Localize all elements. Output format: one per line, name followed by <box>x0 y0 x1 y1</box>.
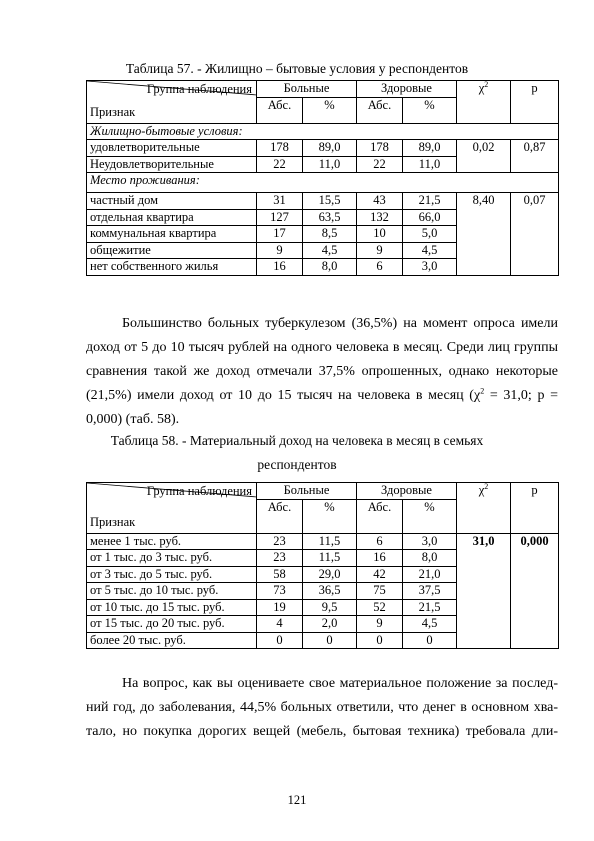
text-line: 0,000) (таб. 58). <box>86 412 180 427</box>
cell: 89,0 <box>403 140 457 157</box>
abs-header: Абс. <box>257 499 303 533</box>
table-row <box>87 193 559 210</box>
feature-label: Признак <box>90 515 136 529</box>
cell: 0 <box>303 632 357 649</box>
row-label: более 20 тыс. руб. <box>87 632 257 649</box>
p-value: 0,000 <box>511 533 559 649</box>
cell: 22 <box>357 156 403 173</box>
sick-header: Больные <box>257 483 357 500</box>
row-label: от 3 тыс. до 5 тыс. руб. <box>87 566 257 583</box>
cell: 178 <box>357 140 403 157</box>
group-label: Группа наблюдения <box>146 484 252 498</box>
cell: 15,5 <box>303 193 357 210</box>
paragraph-1 <box>86 312 558 432</box>
page-number: 121 <box>287 793 307 807</box>
cell: 127 <box>257 209 303 226</box>
cell: 6 <box>357 533 403 550</box>
cell: 19 <box>257 599 303 616</box>
pct-header: % <box>403 97 457 123</box>
cell: 9 <box>357 242 403 259</box>
cell: 58 <box>257 566 303 583</box>
chi-value: 0,02 <box>457 140 511 173</box>
row-label: от 15 тыс. до 20 тыс. руб. <box>87 616 257 633</box>
cell: 8,5 <box>303 226 357 243</box>
cell: 21,0 <box>403 566 457 583</box>
cell: 0 <box>357 632 403 649</box>
pct-header: % <box>303 97 357 123</box>
row-label: отдельная квартира <box>87 209 257 226</box>
cell: 3,0 <box>403 533 457 550</box>
cell: 37,5 <box>403 583 457 600</box>
table58-caption-line1: Таблица 58. - Материальный доход на человека в месяц в семьях <box>110 433 484 448</box>
header-diagonal-cell <box>87 81 257 124</box>
cell: 2,0 <box>303 616 357 633</box>
cell: 23 <box>257 533 303 550</box>
text-line: доход от 5 до 10 тысяч рублей на одного человека в месяц. Среди лиц группы <box>86 340 558 355</box>
cell: 16 <box>257 259 303 276</box>
pct-header: % <box>403 499 457 533</box>
cell: 3,0 <box>403 259 457 276</box>
cell: 11,5 <box>303 533 357 550</box>
healthy-header: Здоровые <box>357 81 457 98</box>
cell: 0 <box>257 632 303 649</box>
cell: 9 <box>357 616 403 633</box>
cell: 10 <box>357 226 403 243</box>
cell: 52 <box>357 599 403 616</box>
chi-value: 31,0 <box>457 533 511 649</box>
p-value: 0,07 <box>511 193 559 276</box>
text-line: ний год, до заболевания, 44,5% больных ответили, что денег в основном хва- <box>86 700 558 715</box>
row-label: от 10 тыс. до 15 тыс. руб. <box>87 599 257 616</box>
section-title: Место проживания: <box>87 173 559 193</box>
cell: 11,0 <box>303 156 357 173</box>
paragraph-2 <box>86 672 558 744</box>
abs-header: Абс. <box>357 499 403 533</box>
table57-caption: Таблица 57. - Жилищно – бытовые условия у респондентов <box>125 61 469 76</box>
cell: 9,5 <box>303 599 357 616</box>
section-title: Жилищно-бытовые условия: <box>87 123 559 140</box>
cell: 29,0 <box>303 566 357 583</box>
row-label: от 1 тыс. до 3 тыс. руб. <box>87 550 257 567</box>
table57 <box>86 80 559 276</box>
row-label: менее 1 тыс. руб. <box>87 533 257 550</box>
row-label: от 5 тыс. до 10 тыс. руб. <box>87 583 257 600</box>
row-label: коммунальная квартира <box>87 226 257 243</box>
text-line: На вопрос, как вы оцениваете свое материальное положение за послед- <box>122 676 558 691</box>
cell: 31 <box>257 193 303 210</box>
cell: 4 <box>257 616 303 633</box>
abs-header: Абс. <box>257 97 303 123</box>
cell: 5,0 <box>403 226 457 243</box>
p-header: р <box>511 483 559 534</box>
cell: 8,0 <box>403 550 457 567</box>
cell: 42 <box>357 566 403 583</box>
row-label: нет собственного жилья <box>87 259 257 276</box>
text-line: (21,5%) имели доход от 10 до 15 тысяч на человека в месяц ($\chi^2 = 31,0$; р = <box>86 386 558 403</box>
cell: 23 <box>257 550 303 567</box>
cell: 178 <box>257 140 303 157</box>
row-label: частный дом <box>87 193 257 210</box>
cell: 43 <box>357 193 403 210</box>
cell: 21,5 <box>403 599 457 616</box>
cell: 11,0 <box>403 156 457 173</box>
chi-header: $\chi^2$ <box>457 81 511 124</box>
cell: 132 <box>357 209 403 226</box>
cell: 66,0 <box>403 209 457 226</box>
chi-header: $\chi^2$ <box>457 483 511 534</box>
table-row <box>87 533 559 550</box>
cell: 75 <box>357 583 403 600</box>
row-label: Неудовлетворительные <box>87 156 257 173</box>
healthy-header: Здоровые <box>357 483 457 500</box>
pct-header: % <box>303 499 357 533</box>
p-header: р <box>511 81 559 124</box>
sick-header: Больные <box>257 81 357 98</box>
feature-label: Признак <box>90 105 136 119</box>
text-line: сравнения такой же доход отмечали 37,5% опрошенных, однако некоторые <box>86 364 558 379</box>
table58 <box>86 482 559 649</box>
cell: 4,5 <box>403 242 457 259</box>
cell: 21,5 <box>403 193 457 210</box>
table58-caption-line2: респондентов <box>257 457 337 472</box>
cell: 89,0 <box>303 140 357 157</box>
cell: 22 <box>257 156 303 173</box>
cell: 11,5 <box>303 550 357 567</box>
cell: 63,5 <box>303 209 357 226</box>
p-value: 0,87 <box>511 140 559 173</box>
text-line: Большинство больных туберкулезом (36,5%) на момент опроса имели <box>122 316 558 331</box>
cell: 36,5 <box>303 583 357 600</box>
table-row <box>87 140 559 157</box>
cell: 8,0 <box>303 259 357 276</box>
group-label: Группа наблюдения <box>146 82 252 96</box>
cell: 17 <box>257 226 303 243</box>
cell: 6 <box>357 259 403 276</box>
cell: 16 <box>357 550 403 567</box>
text-line: тало, но покупка дорогих вещей (мебель, бытовая техника) требовала дли- <box>86 724 558 739</box>
header-diagonal-cell <box>87 483 257 534</box>
abs-header: Абс. <box>357 97 403 123</box>
chi-value: 8,40 <box>457 193 511 276</box>
cell: 4,5 <box>403 616 457 633</box>
row-label: удовлетворительные <box>87 140 257 157</box>
cell: 4,5 <box>303 242 357 259</box>
cell: 0 <box>403 632 457 649</box>
row-label: общежитие <box>87 242 257 259</box>
cell: 9 <box>257 242 303 259</box>
cell: 73 <box>257 583 303 600</box>
